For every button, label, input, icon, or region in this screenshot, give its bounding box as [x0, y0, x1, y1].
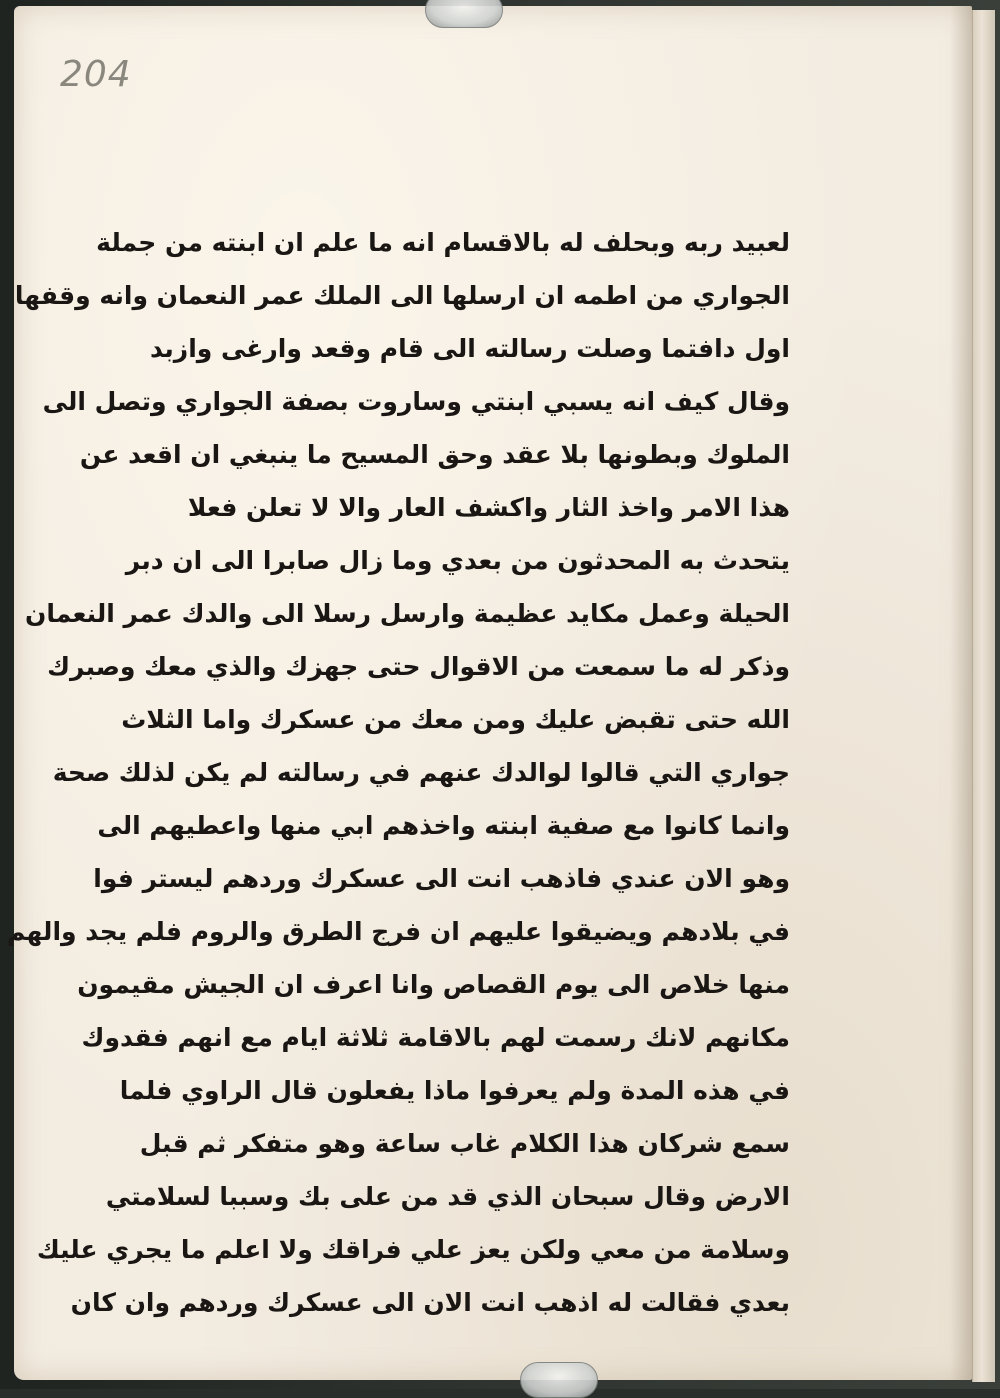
text-line: الملوك وبطونها بلا عقد وحق المسيح ما ينبغي ان اقعد عن [79, 440, 790, 469]
text-line: بعدي فقالت له اذهب انت الان الى عسكرك وردهم وان كان [70, 1288, 790, 1317]
text-line: الله حتى تقبض عليك ومن معك من عسكرك واما الثلاث [121, 705, 790, 734]
text-line: في هذه المدة ولم يعرفوا ماذا يفعلون قال الراوي فلما [119, 1076, 790, 1105]
text-line: وقال كيف انه يسبي ابنتي وساروت بصفة الجواري وتصل الى [42, 387, 790, 416]
text-line: في بلادهم ويضيقوا عليهم ان فرج الطرق والروم فلم يجد والهم [6, 917, 790, 946]
top-clip [425, 0, 503, 28]
text-line: الارض وقال سبحان الذي قد من على بك وسببا لسلامتي [105, 1182, 790, 1211]
text-line: جواري التي قالوا لوالدك عنهم في رسالته لم يكن لذلك صحة [52, 758, 790, 787]
text-line: يتحدث به المحدثون من بعدي وما زال صابرا الى ان دبر [125, 546, 790, 575]
gutter-shadow [950, 6, 972, 1380]
text-line: وسلامة من معي ولكن يعز علي فراقك ولا اعلم ما يجري عليك [36, 1235, 790, 1264]
text-line: الجواري من اطمه ان ارسلها الى الملك عمر النعمان وانه وقفها [14, 281, 790, 310]
text-line: اول دافتما وصلت رسالته الى قام وقعد وارغى وازبد [149, 334, 790, 363]
bottom-clip [520, 1362, 598, 1398]
text-line: هذا الامر واخذ الثار واكشف العار والا لا تعلن فعلا [187, 493, 790, 522]
folio-number: 204 [60, 54, 132, 95]
text-line: وذكر له ما سمعت من الاقوال حتى جهزك والذي معك وصبرك [47, 652, 790, 681]
manuscript-text-block [6, 216, 790, 1329]
text-line: منها خلاص الى يوم القصاص وانا اعرف ان الجيش مقيمون [77, 970, 790, 999]
text-line: وانما كانوا مع صفية ابنته واخذهم ابي منها واعطيهم الى [97, 811, 790, 840]
next-page-edge [972, 10, 995, 1382]
text-line: لعبيد ربه وبحلف له بالاقسام انه ما علم ان ابنته من جملة [96, 228, 790, 257]
text-line: الحيلة وعمل مكايد عظيمة وارسل رسلا الى والدك عمر النعمان [25, 599, 790, 628]
text-line: مكانهم لانك رسمت لهم بالاقامة ثلاثة ايام مع انهم فقدوك [81, 1023, 790, 1052]
text-line: وهو الان عندي فاذهب انت الى عسكرك وردهم ليستر فوا [93, 864, 790, 893]
text-line: سمع شركان هذا الكلام غاب ساعة وهو متفكر ثم قبل [139, 1129, 790, 1158]
